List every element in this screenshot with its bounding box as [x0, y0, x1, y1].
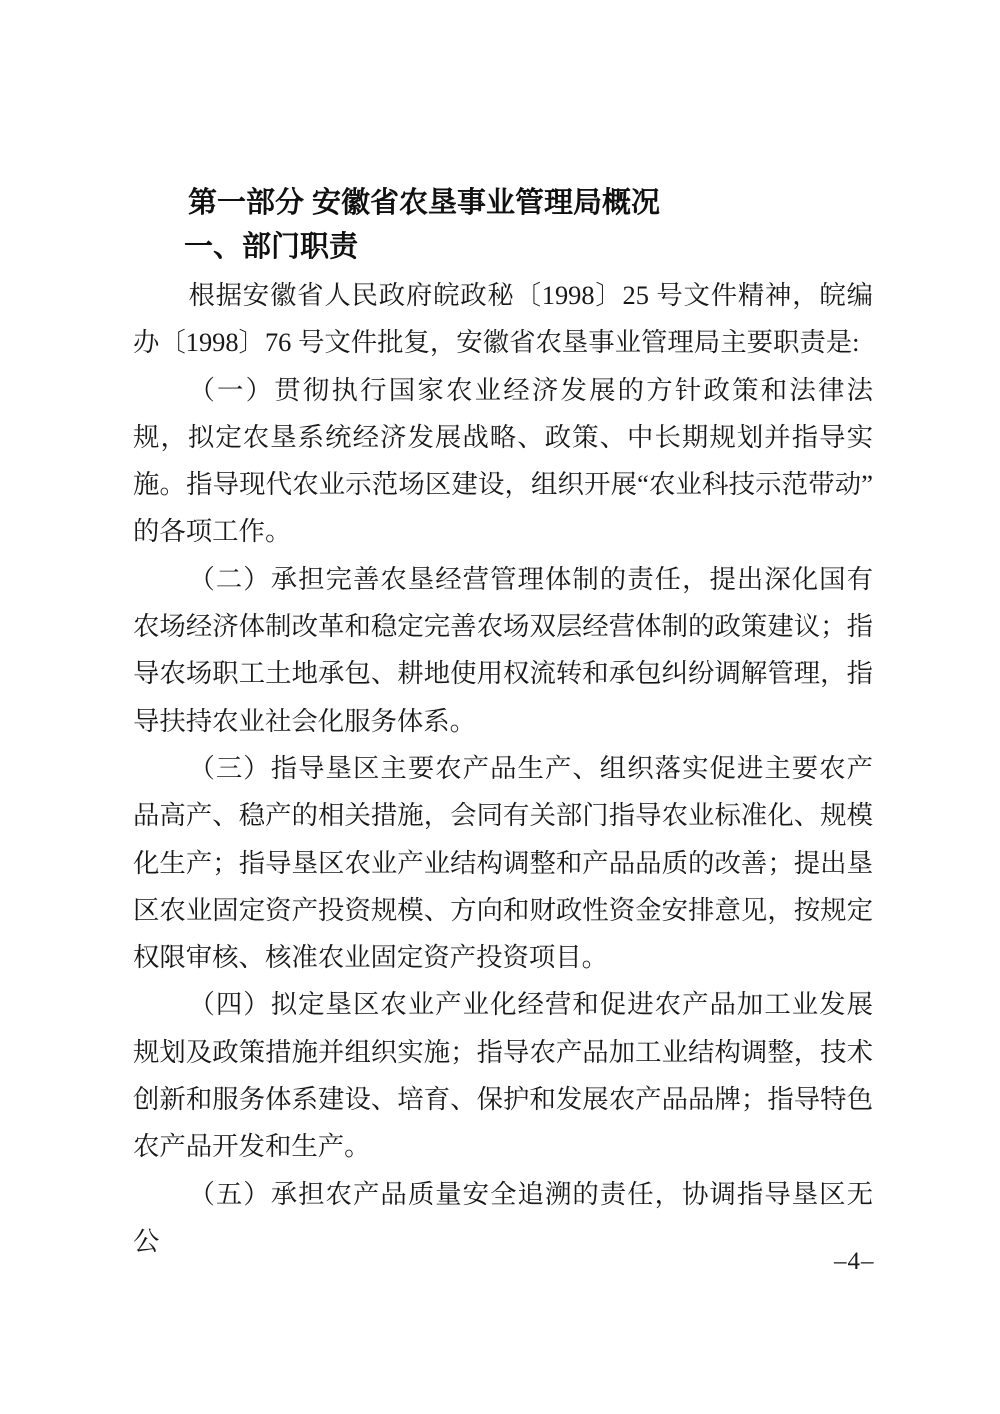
body-paragraph: 根据安徽省人民政府皖政秘〔1998〕25 号文件精神，皖编办〔1998〕76 号文件批复，安徽省农垦事业管理局主要职责是: — [133, 280, 873, 358]
body-paragraph: （四）拟定垦区农业产业化经营和促进农产品加工业发展规划及政策措施并组织实施；指导农产品加工业结构调整，技术创新和服务体系建设、培育、保护和发展农产品品牌；指导特色农产品开发和生产。 — [133, 989, 873, 1162]
document-body — [133, 272, 873, 1265]
body-paragraph: （三）指导垦区主要农产品生产、组织落实促进主要农产品高产、稳产的相关措施，会同有关部门指导农业标准化、规模化生产；指导垦区农业产业结构调整和产品品质的改善；提出垦区农业固定资产投资规模、方向和财政性资金安排意见，按规定权限审核、核准农业固定资产投资项目。 — [133, 752, 873, 973]
body-paragraph: （五）承担农产品质量安全追溯的责任，协调指导垦区无公 — [133, 1178, 873, 1256]
section-heading: 一、部门职责 — [184, 231, 359, 263]
body-paragraph: （二）承担完善农垦经营管理体制的责任，提出深化国有农场经济体制改革和稳定完善农场双层经营体制的政策建议；指导农场职工土地承包、耕地使用权流转和承包纠纷调解管理，指导扶持农业社会化服务体系。 — [133, 563, 873, 736]
page-number: –4– — [834, 1248, 875, 1275]
section-title: 第一部分 安徽省农垦事业管理局概况 — [188, 187, 661, 219]
body-paragraph: （一）贯彻执行国家农业经济发展的方针政策和法律法规，拟定农垦系统经济发展战略、政策、中长期规划并指导实施。指导现代农业示范场区建设，组织开展“农业科技示范带动”的各项工作。 — [133, 374, 873, 547]
